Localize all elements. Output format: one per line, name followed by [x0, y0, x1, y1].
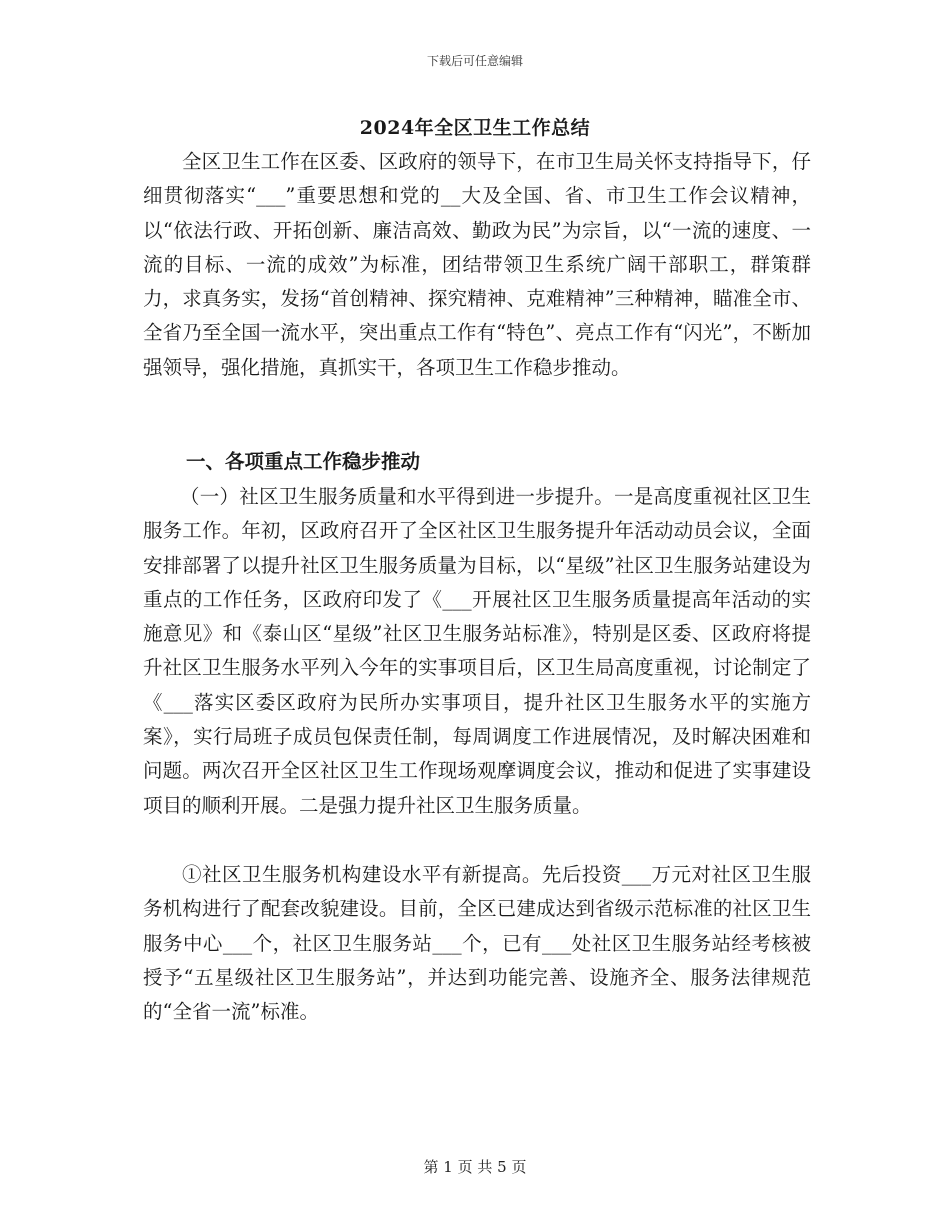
- section1-paragraph-1: （一）社区卫生服务质量和水平得到进一步提升。一是高度重视社区卫生服务工作。年初，区政府召开了全区社区卫生服务提升年活动动员会议，全面安排部署了以提升社区卫生服务质量为目标，以“星级”社区卫生服务站建设为重点的工作任务，区政府印发了《___开展社区卫生服务质量提高年活动的实施意见》和《泰山区“星级”社区卫生服务站标准》，特别是区委、区政府将提升社区卫生服务水平列入今年的实事项目后，区卫生局高度重视，讨论制定了《___落实区委区政府为民所办实事项目，提升社区卫生服务水平的实施方案》，实行局班子成员包保责任制，每周调度工作进展情况，及时解决困难和问题。两次召开全区社区卫生工作现场观摩调度会议，推动和促进了实事建设项目的顺利开展。二是强力提升社区卫生服务质量。: [143, 485, 811, 817]
- section1-paragraph-2: ①社区卫生服务机构建设水平有新提高。先后投资___万元对社区卫生服务机构进行了配套改貌建设。目前，全区已建成达到省级示范标准的社区卫生服务中心___个，社区卫生服务站___个，已有___处社区卫生服务站经考核被授予“五星级社区卫生服务站”，并达到功能完善、设施齐全、服务法律规范的“全省一流”标准。: [143, 863, 811, 1024]
- intro-paragraph-block: [143, 145, 811, 385]
- intro-paragraph: 全区卫生工作在区委、区政府的领导下，在市卫生局关怀支持指导下，仔细贯彻落实“___”重要思想和党的__大及全国、省、市卫生工作会议精神，以“依法行政、开拓创新、廉洁高效、勤政为民”为宗旨，以“一流的速度、一流的目标、一流的成效”为标准，团结带领卫生系统广阔干部职工，群策群力，求真务实，发扬“首创精神、探究精神、克难精神”三种精神，瞄准全市、全省乃至全国一流水平，突出重点工作有“特色”、亮点工作有“闪光”，不断加强领导，强化措施，真抓实干，各项卫生工作稳步推动。: [143, 150, 811, 379]
- header-note: 下载后可任意编辑: [426, 54, 523, 68]
- section1-paragraph-block-2: [143, 858, 811, 1029]
- page-footer: 第 1 页 共 5 页: [423, 1158, 527, 1176]
- section1-paragraph-block: [143, 480, 811, 823]
- document-title: 2024年全区卫生工作总结: [359, 117, 591, 139]
- section-heading: 一、各项重点工作稳步推动: [186, 450, 421, 473]
